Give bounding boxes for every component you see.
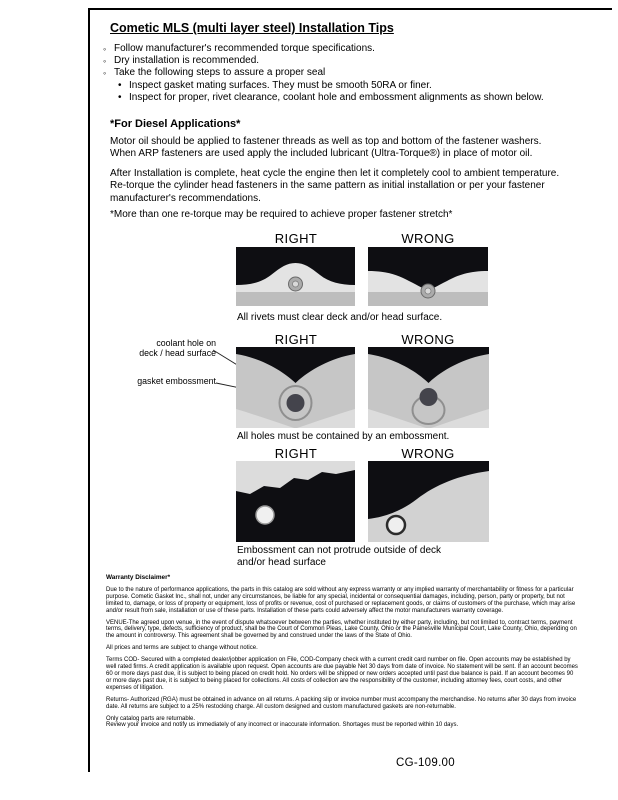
embossment-protrusion-right-image (236, 461, 355, 542)
list-item-text: Take the following steps to assure a proper seal (114, 67, 326, 79)
filled-bullet-icon: • (118, 91, 122, 103)
retorque-note: *More than one re-torque may be required to achieve proper fastener stretch* (110, 209, 453, 220)
tips-list (103, 43, 544, 104)
list-item-text: Dry installation is recommended. (114, 55, 260, 67)
list-item (103, 43, 544, 55)
row2-wrong-label: WRONG (401, 332, 455, 347)
page-title: Cometic MLS (multi layer steel) Installation Tips (110, 21, 394, 35)
diesel-paragraph-1: Motor oil should be applied to fastener threads as well as top and bottom of the fastener washers. When ARP fasteners are used apply the included lubricant (Ultra-Torque®) in place of motor oil. (110, 136, 542, 160)
embossment-contained-wrong-image (368, 347, 489, 428)
row2-right-label: RIGHT (274, 332, 318, 347)
protrusion-wrong-diagram (368, 461, 489, 542)
legal-paragraph: Terms COD- Secured with a completed dealer/jobber application on File, COD-Company check with a current credit card number on file. Open accounts may be established by well rated firms. A credit application is available upon request. Open accounts are due payable Net 30 days from date of invoice. No statement will be sent. If an account becomes 60 or more days past due, it is subject to being placed on credit hold. No orders will be shipped or new orders accepted until past due balance is paid. If an account becomes 90 or more days past due, it is subject to being placed for collections. All costs of collection are the responsibility of the customer, including attorney fees, court costs, and other expenses of litigation. (106, 657, 578, 691)
open-bullet-icon: ◦ (103, 68, 107, 79)
row1-wrong-label: WRONG (401, 231, 455, 246)
annotation-gasket-embossment-label: gasket embossment (137, 376, 216, 386)
row2-caption: All holes must be contained by an embossment. (237, 431, 450, 442)
document-number: CG-109.00 (396, 757, 455, 769)
list-item (103, 55, 544, 67)
row1-right-label: RIGHT (274, 231, 318, 246)
embossment-contained-right-image (236, 347, 355, 428)
diesel-applications-heading: *For Diesel Applications* (110, 118, 241, 130)
coolant-hole-right-diagram (236, 347, 355, 428)
page-border-top (88, 8, 612, 10)
row3-wrong-label: WRONG (401, 446, 455, 461)
list-item-text: Inspect gasket mating surfaces. They must be smooth 50RA or finer. (129, 79, 432, 91)
list-item-text: Inspect for proper, rivet clearance, coolant hole and embossment alignments as shown below. (129, 91, 544, 103)
annotation-text: coolant hole on (156, 338, 216, 348)
page-border-left (88, 8, 90, 772)
list-item-text: Follow manufacturer's recommended torque specifications. (114, 43, 375, 54)
filled-bullet-icon: • (118, 79, 122, 91)
diesel-paragraph-2: After Installation is complete, heat cycle the engine then let it completely cool to ambient temperature. Re-torque the cylinder head fasteners in the same pattern as initial installation or per your fastener manufacturer's recommendations. (110, 168, 560, 204)
rivet-right-diagram (236, 247, 355, 306)
open-bullet-icon: ◦ (103, 44, 107, 54)
legal-paragraph: VENUE-The agreed upon venue, in the event of dispute whatsoever between the parties, whether instituted by either party, including, but not limited to, contract terms, payment terms, delivery, type, defects, sufficiency of product, shall be the Court of Common Pleas, Lake County, Ohio or the Painesville Municipal Court, Lake County, Ohio, depending on the amount in controversy. This agreement shall be governed by and construed under the laws of the State of Ohio. (106, 619, 577, 640)
row1-caption: All rivets must clear deck and/or head surface. (237, 312, 443, 323)
list-sub-item (103, 80, 544, 92)
legal-paragraph: Review your invoice and notify us immediately of any incorrect or inaccurate information. Shortages must be reported within 10 days. (106, 722, 459, 729)
row3-right-label: RIGHT (274, 446, 318, 461)
annotation-coolant-hole-label (128, 339, 216, 358)
list-sub-item (103, 92, 544, 104)
warranty-disclaimer-block (106, 575, 580, 734)
coolant-hole-wrong-diagram (368, 347, 489, 428)
legal-paragraph: Only catalog parts are returnable. (106, 715, 196, 722)
legal-paragraph: Returns- Authorized (RGA) must be obtained in advance on all returns. A packing slip or invoice number must accompany the merchandise. No returns after 30 days from invoice date. All returns are subject to a 25% restocking charge. All custom designed and custom manufactured gaskets are non-returnable. (106, 696, 577, 710)
rivet-clearance-right-image (236, 247, 355, 306)
warranty-heading: Warranty Disclaimer* (106, 574, 171, 581)
row3-caption: Embossment can not protrude outside of deck and/or head surface (237, 545, 442, 568)
list-item (103, 67, 544, 79)
embossment-protrusion-wrong-image (368, 461, 489, 542)
open-bullet-icon: ◦ (103, 56, 107, 67)
rivet-wrong-diagram (368, 247, 488, 306)
legal-paragraph: All prices and terms are subject to change without notice. (106, 645, 258, 652)
protrusion-right-diagram (236, 461, 355, 542)
legal-paragraph: Due to the nature of performance applications, the parts in this catalog are sold without any express warranty or any implied warranty of merchantability or fitness for a particular purpose. Cometic Gasket Inc., shall not, under any circumstances, be liable for any special, incidental or consequential damages, including, person, party or property, but not limited to, damage, or loss of property or equipment, loss of profits or revenue, cost of purchased or replacement goods, or claims of customers of the purchase, which may arise and/or result from sale, installation or use of these parts. Installation of these parts could adversely affect the motor manufacturers warranty coverage. (106, 586, 576, 614)
rivet-clearance-wrong-image (368, 247, 488, 306)
annotation-text: deck / head surface (139, 347, 216, 358)
